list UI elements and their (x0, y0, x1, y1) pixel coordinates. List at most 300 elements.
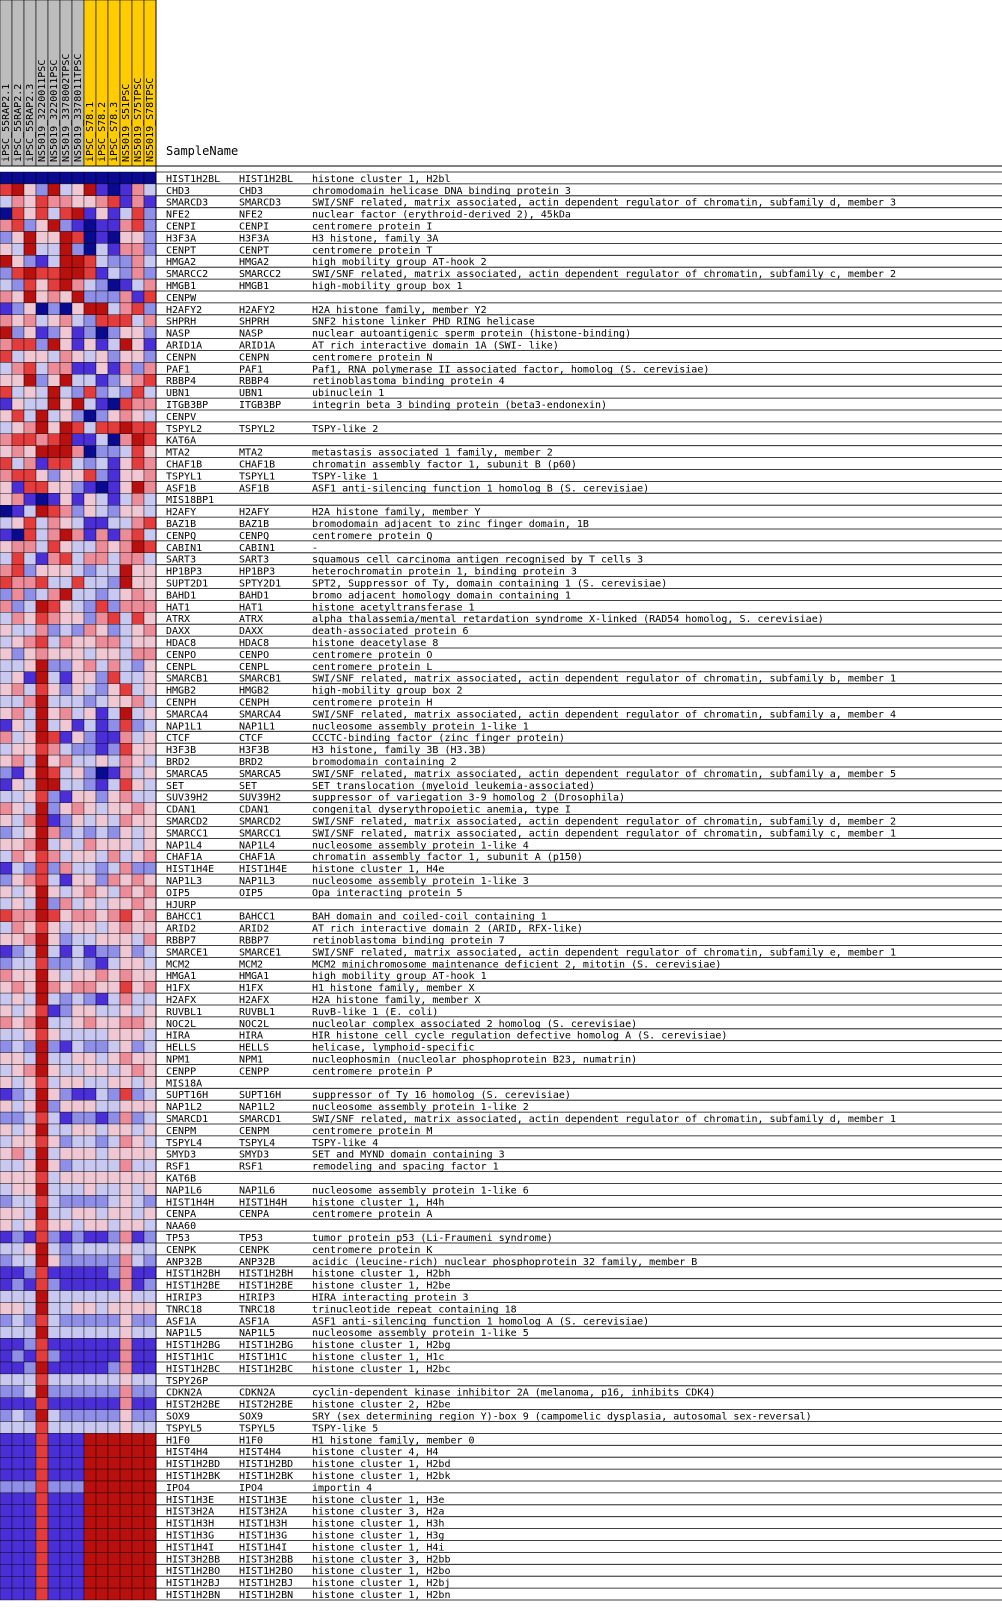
heatmap-cell (0, 1564, 12, 1576)
heatmap-cell (132, 577, 144, 589)
heatmap-cell (108, 565, 120, 577)
heatmap-cell (132, 1410, 144, 1422)
heatmap-cell (96, 1184, 108, 1196)
row-gene-symbol: NFE2 (239, 209, 264, 221)
row-gene-description: nuclear factor (erythroid-derived 2), 45kDa (312, 209, 571, 221)
row-gene-symbol: HIST1H4E (239, 864, 288, 876)
heatmap-cell (72, 1410, 84, 1422)
heatmap-cell (108, 922, 120, 934)
heatmap-cell (96, 624, 108, 636)
heatmap-cell (108, 1160, 120, 1172)
heatmap-cell (132, 553, 144, 565)
heatmap-cell (108, 232, 120, 244)
heatmap-cell (36, 815, 48, 827)
heatmap-cell (132, 1541, 144, 1553)
heatmap-cell (84, 612, 96, 624)
heatmap-cell (84, 1338, 96, 1350)
heatmap-cell (72, 672, 84, 684)
row-gene-symbol: HELLS (239, 1042, 270, 1054)
heatmap-cell (132, 1314, 144, 1326)
heatmap-cell (120, 600, 132, 612)
heatmap-cell (144, 779, 156, 791)
row-gene-symbol: HIST1H2BJ (239, 1578, 294, 1590)
heatmap-cell (72, 1386, 84, 1398)
heatmap-cell (144, 1433, 156, 1445)
heatmap-cell (120, 1588, 132, 1600)
row-gene-symbol: HIST1H2BO (239, 1566, 294, 1578)
heatmap-cell (84, 648, 96, 660)
heatmap-cell (108, 255, 120, 267)
heatmap-cell (36, 1267, 48, 1279)
heatmap-cell (96, 458, 108, 470)
heatmap-cell (60, 803, 72, 815)
row-gene-id: RBBP7 (166, 935, 197, 947)
heatmap-cell (144, 1136, 156, 1148)
heatmap-cell (12, 767, 24, 779)
heatmap-cell (132, 1433, 144, 1445)
heatmap-cell (12, 1386, 24, 1398)
heatmap-cell (24, 589, 36, 601)
heatmap-cell (72, 755, 84, 767)
row-gene-symbol: RSF1 (239, 1161, 264, 1173)
heatmap-cell (24, 1481, 36, 1493)
heatmap-cell (72, 1029, 84, 1041)
heatmap-cell (84, 1076, 96, 1088)
heatmap-cell (12, 1267, 24, 1279)
heatmap-cell (60, 1029, 72, 1041)
heatmap-cell (96, 600, 108, 612)
heatmap-cell (24, 636, 36, 648)
heatmap-cell (24, 791, 36, 803)
row-gene-symbol: CENPH (239, 697, 270, 709)
heatmap-cell (96, 1314, 108, 1326)
heatmap-cell (36, 1433, 48, 1445)
heatmap-cell (48, 898, 60, 910)
heatmap-cell (0, 493, 12, 505)
row-gene-symbol: HIST1H2BK (239, 1471, 294, 1482)
heatmap-cell (36, 981, 48, 993)
row-gene-id: RSF1 (166, 1161, 191, 1173)
heatmap-cell (72, 196, 84, 208)
heatmap-cell (12, 600, 24, 612)
row-gene-symbol: H1F0 (239, 1435, 264, 1447)
heatmap-cell (0, 541, 12, 553)
heatmap-cell (0, 946, 12, 958)
heatmap-cell (24, 684, 36, 696)
heatmap-cell (108, 1195, 120, 1207)
heatmap-cell (132, 791, 144, 803)
row-gene-description: histone cluster 1, H2bh (312, 1268, 451, 1280)
heatmap-cell (60, 838, 72, 850)
heatmap-cell (60, 648, 72, 660)
heatmap-cell (132, 1588, 144, 1600)
heatmap-cell (108, 446, 120, 458)
heatmap-cell (144, 1314, 156, 1326)
heatmap-cell (120, 493, 132, 505)
heatmap-cell (132, 1219, 144, 1231)
heatmap-cell (24, 315, 36, 327)
row-gene-description: cyclin-dependent kinase inhibitor 2A (melanoma, p16, inhibits CDK4) (312, 1387, 716, 1399)
heatmap-cell (132, 493, 144, 505)
heatmap-cell (48, 636, 60, 648)
heatmap-cell (48, 957, 60, 969)
row-gene-symbol: CENPP (239, 1066, 270, 1078)
heatmap-cell (96, 529, 108, 541)
heatmap-cell (120, 422, 132, 434)
row-gene-description: retinoblastoma binding protein 7 (312, 935, 505, 947)
row-gene-id: SUV39H2 (166, 792, 209, 804)
heatmap-cell (120, 1303, 132, 1315)
heatmap-cell (120, 1184, 132, 1196)
heatmap-cell (72, 1481, 84, 1493)
heatmap-cell (60, 1433, 72, 1445)
heatmap-cell (120, 1445, 132, 1457)
row-gene-description: acidic (leucine-rich) nuclear phosphoprotein 32 family, member B (312, 1256, 698, 1268)
heatmap-cell (108, 696, 120, 708)
heatmap-cell (132, 398, 144, 410)
heatmap-cell (24, 255, 36, 267)
heatmap-cell (60, 339, 72, 351)
heatmap-cell (120, 1255, 132, 1267)
heatmap-cell (108, 1029, 120, 1041)
heatmap-cell (48, 220, 60, 232)
heatmap-cell (72, 636, 84, 648)
heatmap-cell (0, 339, 12, 351)
heatmap-cell (84, 696, 96, 708)
heatmap-cell (84, 1029, 96, 1041)
heatmap-cell (72, 708, 84, 720)
heatmap-cell (60, 184, 72, 196)
heatmap-cell (60, 886, 72, 898)
heatmap-cell (36, 374, 48, 386)
heatmap-cell (120, 351, 132, 363)
heatmap-cell (60, 279, 72, 291)
row-gene-symbol: HIST1H2BH (239, 1268, 294, 1280)
heatmap-cell (24, 957, 36, 969)
heatmap-cell (144, 434, 156, 446)
heatmap-cell (96, 934, 108, 946)
heatmap-cell (84, 1207, 96, 1219)
heatmap-cell (144, 243, 156, 255)
heatmap-cell (72, 279, 84, 291)
heatmap-cell (120, 279, 132, 291)
heatmap-cell (144, 672, 156, 684)
heatmap-cell (84, 624, 96, 636)
heatmap-cell (12, 339, 24, 351)
heatmap-cell (144, 291, 156, 303)
heatmap-cell (24, 600, 36, 612)
heatmap-cell (144, 1564, 156, 1576)
heatmap-cell (72, 208, 84, 220)
heatmap-cell (12, 1564, 24, 1576)
heatmap-cell (60, 1552, 72, 1564)
heatmap-cell (12, 719, 24, 731)
row-gene-symbol: RBBP7 (239, 935, 270, 947)
heatmap-cell (0, 993, 12, 1005)
heatmap-cell (144, 957, 156, 969)
heatmap-cell (0, 1279, 12, 1291)
heatmap-cell (132, 291, 144, 303)
heatmap-cell (84, 1195, 96, 1207)
heatmap-cell (60, 850, 72, 862)
heatmap-cell (108, 1445, 120, 1457)
heatmap-cell (36, 1041, 48, 1053)
heatmap-cell (48, 422, 60, 434)
heatmap-cell (84, 374, 96, 386)
heatmap-cell (36, 1398, 48, 1410)
heatmap-cell (12, 1469, 24, 1481)
heatmap-cell (96, 565, 108, 577)
heatmap-cell (72, 505, 84, 517)
heatmap-cell (132, 422, 144, 434)
heatmap-cell (108, 1552, 120, 1564)
heatmap-cell (120, 1041, 132, 1053)
heatmap-cell (108, 493, 120, 505)
row-gene-symbol: HIRA (239, 1030, 264, 1042)
heatmap-cell (12, 1219, 24, 1231)
heatmap-cell (72, 1350, 84, 1362)
heatmap-cell (108, 267, 120, 279)
heatmap-cell (24, 1326, 36, 1338)
heatmap-cell (36, 850, 48, 862)
heatmap-cell (108, 1184, 120, 1196)
heatmap-cell (96, 1552, 108, 1564)
heatmap-cell (24, 1255, 36, 1267)
heatmap-cell (84, 815, 96, 827)
heatmap-cell (144, 577, 156, 589)
heatmap-cell (108, 1529, 120, 1541)
row-gene-description: histone cluster 1, H3h (312, 1518, 445, 1530)
heatmap-cell (36, 279, 48, 291)
heatmap-cell (36, 779, 48, 791)
row-gene-id: HIST1H1C (166, 1352, 215, 1363)
row-gene-symbol: HMGB1 (239, 281, 270, 292)
heatmap-cell (84, 1041, 96, 1053)
row-gene-description: centromere protein M (312, 1125, 433, 1137)
heatmap-cell (36, 1005, 48, 1017)
heatmap-cell (96, 1124, 108, 1136)
row-gene-description: chromatin assembly factor 1, subunit A (p150) (312, 852, 583, 864)
heatmap-cell (12, 755, 24, 767)
heatmap-cell (96, 636, 108, 648)
heatmap-cell (60, 1422, 72, 1434)
heatmap-cell (108, 934, 120, 946)
heatmap-cell (120, 1291, 132, 1303)
heatmap-cell (72, 1065, 84, 1077)
heatmap-cell (84, 922, 96, 934)
heatmap-cell (60, 529, 72, 541)
heatmap-cell (36, 1564, 48, 1576)
heatmap-cell (24, 862, 36, 874)
row-gene-id: HIST1H2BH (166, 1268, 221, 1280)
heatmap-cell (24, 517, 36, 529)
heatmap-cell (36, 1065, 48, 1077)
heatmap-cell (0, 886, 12, 898)
heatmap-cell (144, 232, 156, 244)
heatmap-cell (120, 386, 132, 398)
heatmap-cell (96, 1231, 108, 1243)
row-gene-description: SWI/SNF related, matrix associated, actin dependent regulator of chromatin, subfamily c, member 1 (312, 828, 896, 840)
heatmap-cell (60, 1493, 72, 1505)
row-gene-description: SWI/SNF related, matrix associated, actin dependent regulator of chromatin, subfamily d, member 2 (312, 816, 896, 828)
heatmap-cell (144, 1386, 156, 1398)
heatmap-cell (48, 1505, 60, 1517)
heatmap-cell (96, 1422, 108, 1434)
heatmap-cell (12, 791, 24, 803)
heatmap-cell (96, 422, 108, 434)
heatmap-cell (132, 1267, 144, 1279)
row-gene-id: HDAC8 (166, 638, 197, 649)
row-gene-symbol: NPM1 (239, 1054, 264, 1066)
heatmap-cell (12, 351, 24, 363)
heatmap-cell (132, 1184, 144, 1196)
heatmap-cell (12, 1541, 24, 1553)
heatmap-cell (132, 1529, 144, 1541)
heatmap-cell (96, 660, 108, 672)
row-gene-id: SMARCD3 (166, 197, 209, 209)
heatmap-cell (24, 1576, 36, 1588)
row-gene-description: histone acetyltransferase 1 (312, 602, 475, 614)
heatmap-cell (0, 708, 12, 720)
heatmap-cell (0, 743, 12, 755)
heatmap-cell (72, 267, 84, 279)
heatmap-cell (24, 541, 36, 553)
heatmap-cell (12, 1255, 24, 1267)
heatmap-cell (60, 517, 72, 529)
heatmap-cell (84, 1326, 96, 1338)
heatmap-cell (0, 1065, 12, 1077)
heatmap-cell (144, 422, 156, 434)
heatmap-cell (120, 243, 132, 255)
heatmap-cell (96, 1303, 108, 1315)
row-gene-symbol: HDAC8 (239, 638, 270, 649)
heatmap-cell (72, 648, 84, 660)
row-gene-symbol: CTCF (239, 733, 264, 745)
heatmap-cell (60, 910, 72, 922)
row-gene-symbol: HIST3H2A (239, 1506, 288, 1518)
heatmap-cell (60, 1184, 72, 1196)
heatmap-cell (72, 1207, 84, 1219)
heatmap-cell (84, 565, 96, 577)
row-gene-id: ARID1A (166, 340, 203, 352)
heatmap-cell (36, 1076, 48, 1088)
row-gene-description: centromere protein A (312, 1209, 433, 1221)
heatmap-cell (120, 1136, 132, 1148)
row-gene-id: H3F3B (166, 745, 197, 757)
heatmap-cell (12, 934, 24, 946)
heatmap-cell (48, 1362, 60, 1374)
heatmap-cell (0, 1076, 12, 1088)
heatmap-cell (72, 1445, 84, 1457)
heatmap-cell (60, 434, 72, 446)
row-gene-id: TSPYL5 (166, 1423, 203, 1435)
row-gene-description: chromodomain helicase DNA binding protein 3 (312, 185, 571, 197)
heatmap-cell (72, 1112, 84, 1124)
heatmap-cell (24, 719, 36, 731)
heatmap-cell (84, 1005, 96, 1017)
heatmap-cell (48, 1005, 60, 1017)
heatmap-cell (108, 850, 120, 862)
row-gene-description: nucleosome assembly protein 1-like 4 (312, 840, 529, 852)
heatmap-cell (144, 1481, 156, 1493)
heatmap-cell (24, 232, 36, 244)
heatmap-cell (48, 481, 60, 493)
heatmap-cell (84, 410, 96, 422)
row-gene-id: SOX9 (166, 1411, 191, 1423)
heatmap-cell (60, 1136, 72, 1148)
heatmap-cell (132, 969, 144, 981)
heatmap-cell (132, 232, 144, 244)
heatmap-cell (72, 1362, 84, 1374)
heatmap-cell (12, 386, 24, 398)
heatmap-cell (12, 327, 24, 339)
row-gene-id: MIS18A (166, 1078, 203, 1090)
heatmap-cell (108, 1207, 120, 1219)
heatmap-cell (132, 803, 144, 815)
heatmap-cell (60, 458, 72, 470)
heatmap-cell (24, 1410, 36, 1422)
heatmap-cell (120, 255, 132, 267)
heatmap-cell (48, 803, 60, 815)
heatmap-cell (48, 362, 60, 374)
row-gene-description: SET translocation (myeloid leukemia-associated) (312, 780, 595, 792)
heatmap-cell (84, 803, 96, 815)
row-gene-description: AT rich interactive domain 2 (ARID, RFX-like) (312, 923, 583, 935)
heatmap-cell (108, 386, 120, 398)
heatmap-cell (0, 315, 12, 327)
heatmap-cell (132, 434, 144, 446)
heatmap-cell (48, 731, 60, 743)
heatmap-cell (120, 196, 132, 208)
heatmap-cell (72, 589, 84, 601)
row-gene-id: CENPO (166, 649, 197, 661)
row-gene-symbol: SART3 (239, 554, 270, 566)
heatmap-cell (132, 815, 144, 827)
row-gene-description: histone cluster 1, H2bd (312, 1459, 451, 1471)
heatmap-cell (12, 993, 24, 1005)
row-gene-symbol: MTA2 (239, 447, 264, 459)
heatmap-cell (60, 660, 72, 672)
heatmap-cell (24, 1469, 36, 1481)
row-gene-description: MCM2 minichromosome maintenance deficient 2, mitotin (S. cerevisiae) (312, 959, 722, 971)
row-gene-id: HIST1H3E (166, 1494, 215, 1506)
row-gene-id: SMARCE1 (166, 947, 209, 959)
heatmap-cell (84, 1291, 96, 1303)
row-gene-id: TSPYL2 (166, 423, 203, 435)
heatmap-cell (132, 1100, 144, 1112)
row-gene-id: PAF1 (166, 364, 191, 376)
heatmap-cell (72, 1422, 84, 1434)
heatmap-cell (24, 1529, 36, 1541)
heatmap-cell (12, 470, 24, 482)
row-gene-description: histone cluster 1, H2bc (312, 1363, 451, 1375)
heatmap-cell (60, 1088, 72, 1100)
row-gene-description: SET and MYND domain containing 3 (312, 1149, 505, 1161)
heatmap-cell (96, 303, 108, 315)
heatmap-cell (60, 1398, 72, 1410)
heatmap-cell (24, 648, 36, 660)
heatmap-cell (108, 184, 120, 196)
row-gene-symbol: RUVBL1 (239, 1006, 276, 1018)
heatmap-cell (144, 446, 156, 458)
heatmap-cell (36, 672, 48, 684)
heatmap-cell (60, 862, 72, 874)
heatmap-cell (108, 957, 120, 969)
heatmap-cell (48, 446, 60, 458)
row-gene-symbol: HIST3H2BB (239, 1554, 294, 1566)
heatmap-cell (72, 577, 84, 589)
heatmap-cell (48, 1172, 60, 1184)
